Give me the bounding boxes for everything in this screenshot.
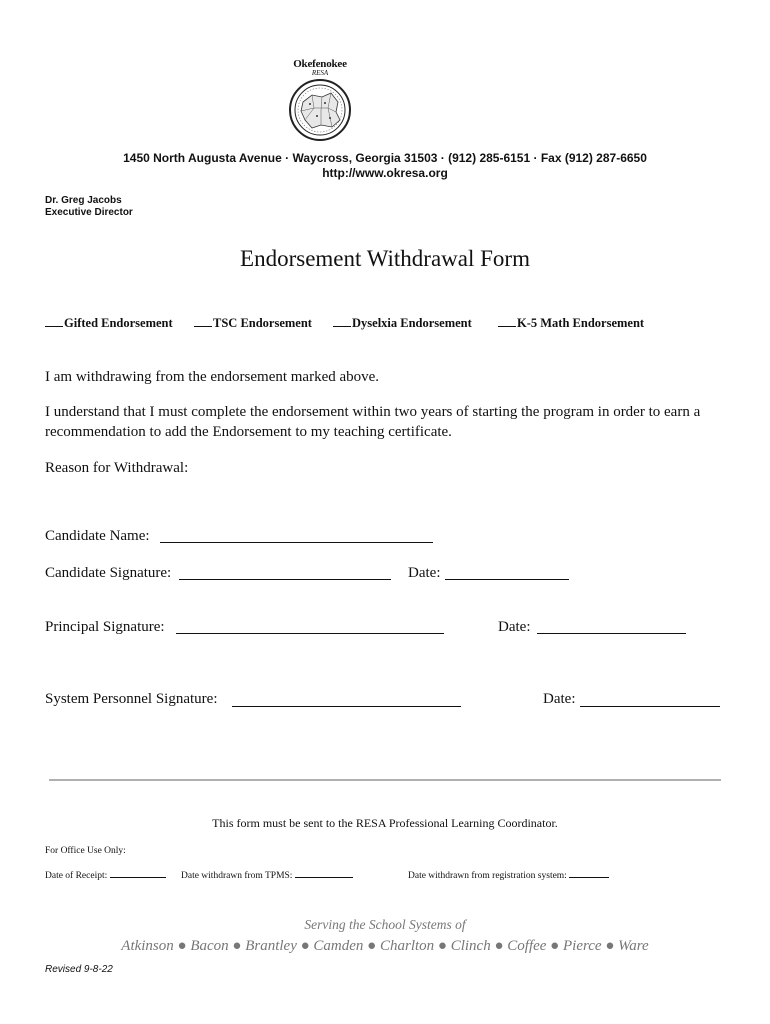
resa-logo [284,58,356,142]
date-of-receipt-blank[interactable] [110,877,166,878]
withdrawal-statement: I am withdrawing from the endorsement marked above. [45,369,380,385]
logo-seal-icon [288,78,352,142]
endorsement-label: Dyselxia Endorsement [352,316,472,330]
system-personnel-signature-field[interactable] [232,706,461,707]
completion-statement: I understand that I must complete the endorsement within two years of starting the program in order to earn a recommendation to add the Endorsement to my teaching certificate. [45,404,701,440]
tpms-withdrawn-blank[interactable] [295,877,353,878]
endorsement-option-dyslexia[interactable] [333,316,472,331]
endorsement-label: Gifted Endorsement [64,316,173,330]
endorsement-option-gifted[interactable] [45,316,173,331]
candidate-date-label: Date: [408,565,441,581]
logo-wordmark: Okefenokee [293,58,347,70]
principal-date-label: Date: [498,619,531,635]
principal-date-field[interactable] [537,633,686,634]
address-line: 1450 North Augusta Avenue · Waycross, Georgia 31503 · (912) 285-6151 · Fax (912) 287-6650 [123,151,647,165]
counties-list: Atkinson ● Bacon ● Brantley ● Camden ● Charlton ● Clinch ● Coffee ● Pierce ● Ware [121,938,649,954]
section-divider [49,779,721,781]
form-title: Endorsement Withdrawal Form [240,246,530,271]
principal-signature-label: Principal Signature: [45,619,165,635]
director-name: Dr. Greg Jacobs [45,195,122,206]
tpms-withdrawn-field [181,871,353,881]
date-of-receipt-field [45,871,166,881]
logo-subtext: RESA [311,69,329,77]
registration-withdrawn-field [408,871,609,881]
office-use-label: For Office Use Only: [45,846,126,856]
director-title: Executive Director [45,207,133,218]
candidate-name-field[interactable] [160,542,433,543]
registration-withdrawn-label: Date withdrawn from registration system: [408,871,567,881]
registration-withdrawn-blank[interactable] [569,877,609,878]
candidate-signature-field[interactable] [179,579,391,580]
principal-signature-field[interactable] [176,633,444,634]
endorsement-option-k5-math[interactable] [498,316,644,331]
send-note: This form must be sent to the RESA Professional Learning Coordinator. [212,816,558,830]
endorsement-label: K-5 Math Endorsement [517,316,645,330]
revision-date: Revised 9-8-22 [45,964,113,975]
serving-text: Serving the School Systems of [304,917,466,932]
system-personnel-signature-label: System Personnel Signature: [45,691,218,707]
endorsement-label: TSC Endorsement [213,316,312,330]
date-of-receipt-label: Date of Receipt: [45,871,108,881]
candidate-signature-label: Candidate Signature: [45,565,172,581]
tpms-withdrawn-label: Date withdrawn from TPMS: [181,871,293,881]
candidate-name-label: Candidate Name: [45,528,150,544]
reason-label: Reason for Withdrawal: [45,460,189,476]
candidate-date-field[interactable] [445,579,569,580]
system-personnel-date-label: Date: [543,691,576,707]
website-link[interactable]: http://www.okresa.org [322,166,448,180]
system-personnel-date-field[interactable] [580,706,720,707]
endorsement-option-tsc[interactable] [194,316,312,331]
